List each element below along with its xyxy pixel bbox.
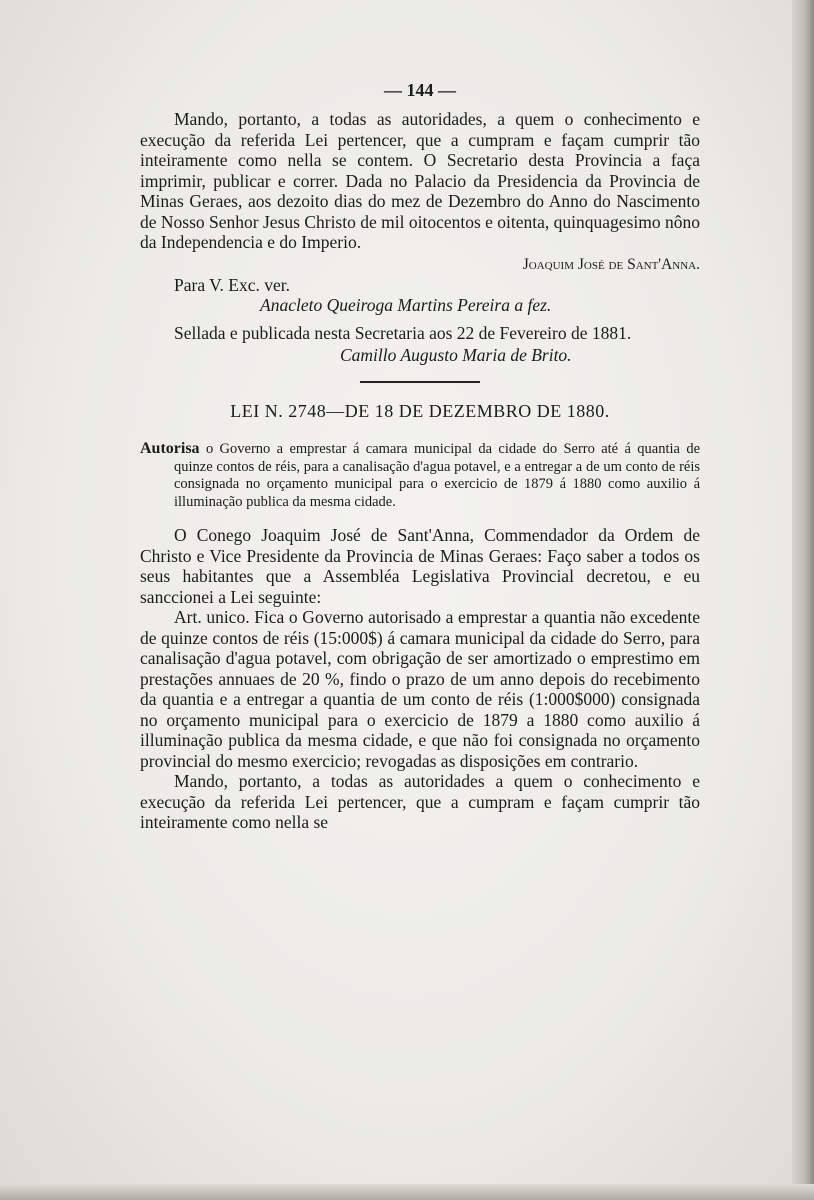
page-number: — 144 — bbox=[384, 80, 456, 100]
law-preamble: O Conego Joaquim José de Sant'Anna, Commendador da Ordem de Christo e Vice Presidente da Provincia de Minas Geraes: Faço saber a todos os seus habitantes que a Assembléa Legislativa Provincial decretou, e eu sanccionei a Lei seguinte: bbox=[140, 525, 700, 607]
document-body bbox=[140, 80, 700, 833]
section-divider bbox=[360, 381, 480, 383]
signature-president: Joaquim José de Sant'Anna. bbox=[522, 255, 700, 273]
closing-paragraph: Mando, portanto, a todas as autoridades, a quem o conhecimento e execução da referida Lei pertencer, que a cumpram e façam cumprir tão inteiramente como nella se contem. O Secretario desta Provincia a faça imprimir, publicar e correr. Dada no Palacio da Presidencia da Provincia de Minas Geraes, aos dezoito dias do mez de Dezembro do Anno do Nascimento de Nosso Senhor Jesus Christo de mil oitocentos e oitenta, quinquagesimo nôno da Independencia e do Imperio. bbox=[140, 109, 700, 252]
law-heading: LEI N. 2748—DE 18 DE DEZEMBRO DE 1880. bbox=[230, 401, 610, 421]
law-summary-text: o Governo a emprestar á camara municipal da cidade do Serro até á quantia de quinze contos de réis, para a canalisação d'agua potavel, e a entregar a de um conto de réis consignada no orçamento municipal para o exercicio de 1879 á 1880 como auxilio á illuminação publica da mesma cidade. bbox=[174, 441, 701, 510]
page-bottom-shadow bbox=[0, 1184, 814, 1200]
scribe-signature: Anacleto Queiroga Martins Pereira a fez. bbox=[260, 294, 552, 315]
publication-note: Sellada e publicada nesta Secretaria aos 22 de Fevereiro de 1881. bbox=[174, 322, 632, 343]
secretary-signature: Camillo Augusto Maria de Brito. bbox=[340, 345, 572, 365]
law-closing: Mando, portanto, a todas as autoridades a quem o conhecimento e execução da referida Lei pertencer, que a cumpram e façam cumprir tão inteiramente como nella se bbox=[140, 771, 700, 832]
para-vexc: Para V. Exc. ver. bbox=[174, 274, 290, 295]
law-article: Art. unico. Fica o Governo autorisado a emprestar a quantia não excedente de quinze contos de réis (15:000$) á camara municipal da cidade do Serro, para canalisação d'agua potavel, com obrigação de ser amortizado o emprestimo em prestações annuaes de 20 %, findo o prazo de um anno depois do recebimento da quantia e a entregar a quantia de um conto de réis (1:000$000) consignada no orçamento municipal para o exercicio de 1879 a 1880 como auxilio á illuminação publica da mesma cidade, e que não foi consignada no orçamento provincial do mesmo exercicio; revogadas as disposições em contrario. bbox=[140, 607, 700, 771]
law-summary-lead: Autorisa bbox=[140, 440, 200, 457]
page-edge-shadow bbox=[792, 0, 814, 1200]
law-summary bbox=[140, 440, 700, 511]
